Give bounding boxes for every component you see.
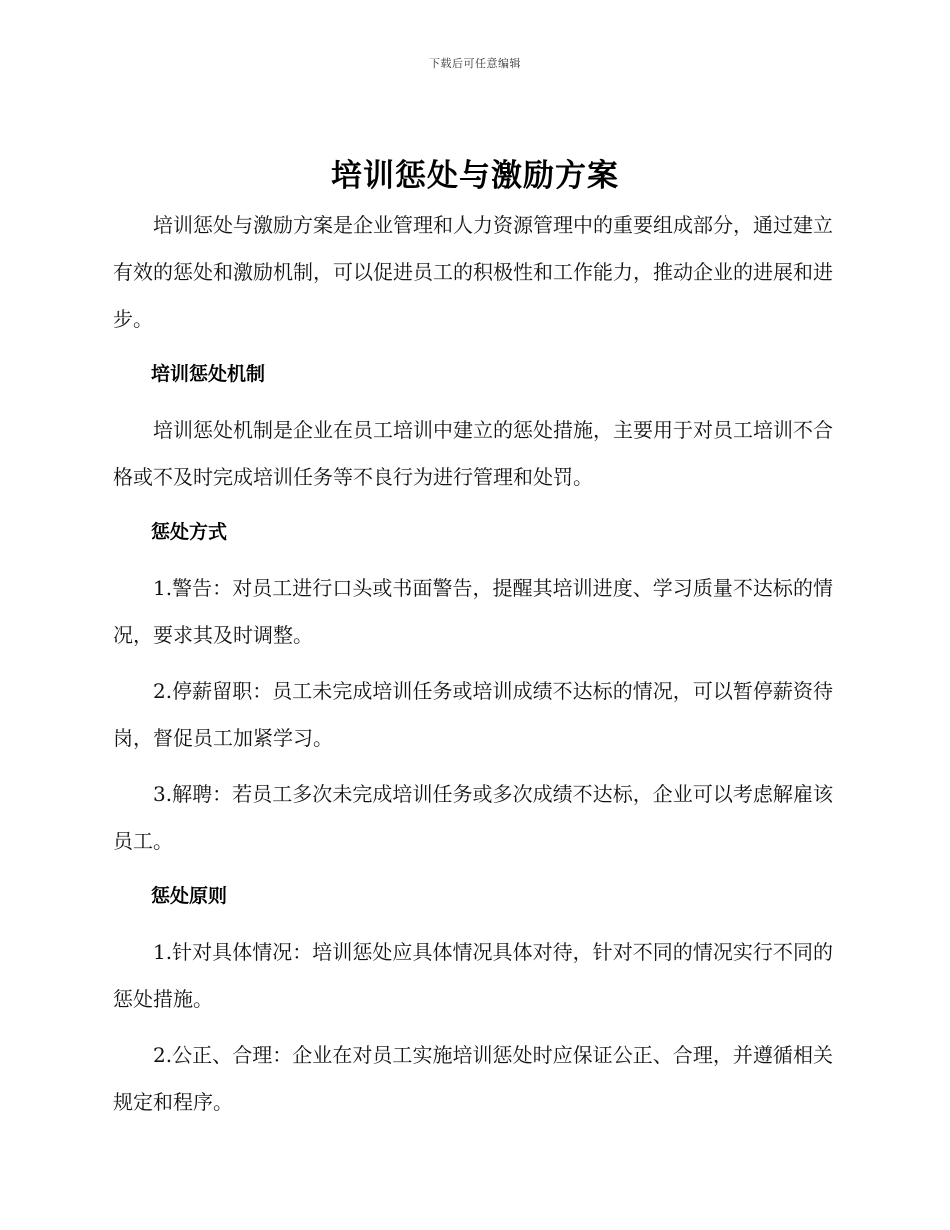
page-header: 下载后可任意编辑 [429,57,521,70]
penalty-principle-item: 1.针对具体情况：培训惩处应具体情况具体对待，针对不同的情况实行不同的惩处措施。 [113,940,833,1011]
section-heading-penalty-mechanism: 培训惩处机制 [151,363,266,385]
penalty-method-item: 3.解聘：若员工多次未完成培训任务或多次成绩不达标，企业可以考虑解雇该员工。 [113,782,833,853]
penalty-principle-item: 2.公正、合理：企业在对员工实施培训惩处时应保证公正、合理，并遵循相关规定和程序。 [113,1043,833,1114]
penalty-mechanism-paragraph: 培训惩处机制是企业在员工培训中建立的惩处措施，主要用于对员工培训不合格或不及时完成培训任务等不良行为进行管理和处罚。 [113,418,833,489]
penalty-method-item: 1.警告：对员工进行口头或书面警告，提醒其培训进度、学习质量不达标的情况，要求其及时调整。 [113,576,833,647]
document-body [113,202,833,1126]
section-heading-penalty-principles: 惩处原则 [151,885,228,907]
document-title: 培训惩处与激励方案 [331,158,619,194]
section-heading-penalty-methods: 惩处方式 [151,521,228,543]
intro-paragraph: 培训惩处与激励方案是企业管理和人力资源管理中的重要组成部分，通过建立有效的惩处和激励机制，可以促进员工的积极性和工作能力，推动企业的进展和进步。 [113,213,833,331]
penalty-method-item: 2.停薪留职：员工未完成培训任务或培训成绩不达标的情况，可以暂停薪资待岗，督促员工加紧学习。 [113,679,833,750]
